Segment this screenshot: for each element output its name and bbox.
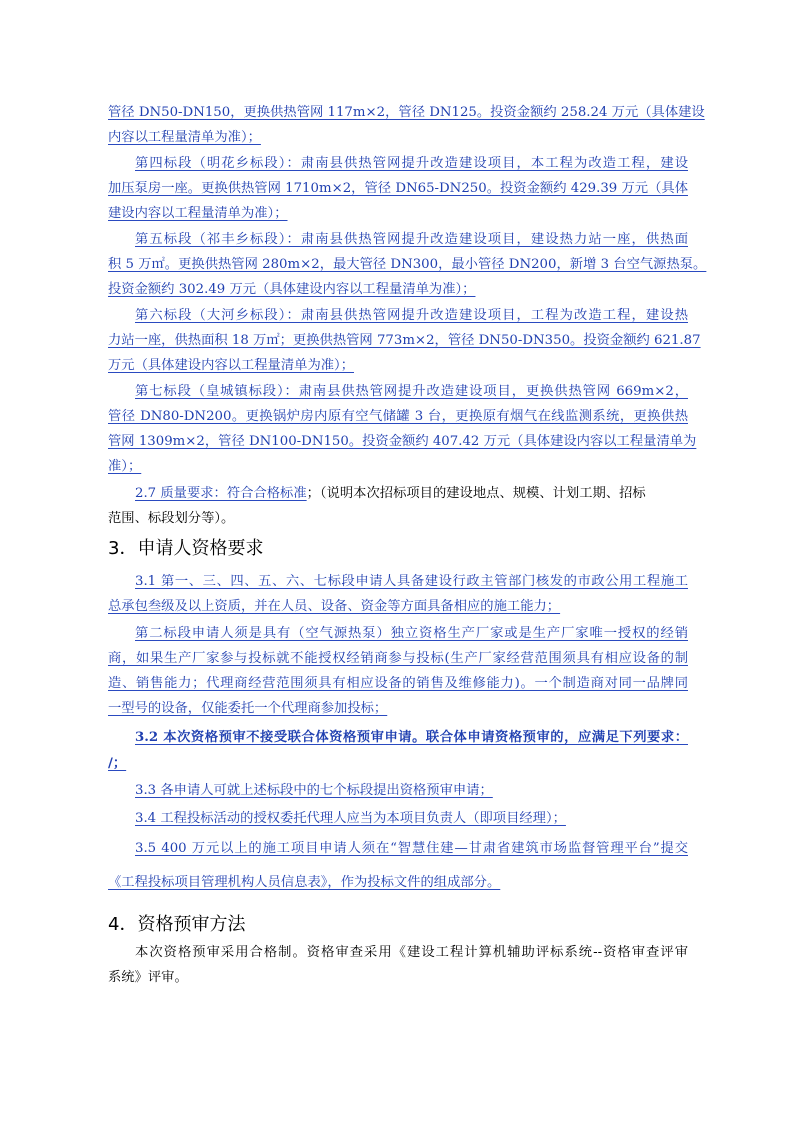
lot4-line-1: 第四标段（明花乡标段）：肃南县供热管网提升改造建设项目，本工程为改造工程，建设 — [135, 156, 688, 171]
quality-requirement-line-2: 范围、标段划分等）。 — [108, 511, 235, 526]
lot3-line-2: 内容以工程量清单为准）； — [108, 130, 261, 145]
lot5-line-3: 投资金额约 302.49 万元（具体建设内容以工程量清单为准）； — [108, 282, 476, 297]
req-3-5-line-1: 3.5 400 万元以上的施工项目申请人须在“智慧住建—甘肃省建筑市场监督管理平台”提交 — [135, 841, 688, 856]
quality-requirement-note: ；（说明本次招标项目的建设地点、规模、计划工期、招标 — [306, 486, 646, 501]
method-line-2: 系统》评审。 — [108, 970, 188, 985]
req-lot2-line-1: 第二标段申请人须是具有（空气源热泵）独立资格生产厂家或是生产厂家唯一授权的经销 — [135, 626, 688, 641]
lot6-line-2: 力站一座，供热面积 18 万㎡；更换供热管网 773m×2，管径 DN50-DN350。投资金额约 621.87 — [108, 333, 701, 348]
lot7-line-2: 管径 DN80-DN200。更换锅炉房内原有空气储罐 3 台，更换原有烟气在线监测系统，更换供热 — [108, 409, 688, 424]
req-3-2-line-2: /； — [108, 756, 127, 771]
req-3-5-line-2: 《工程投标项目管理机构人员信息表》，作为投标文件的组成部分。 — [108, 875, 501, 890]
lot6-line-3: 万元（具体建设内容以工程量清单为准）； — [108, 358, 354, 373]
quality-requirement — [135, 485, 646, 503]
method-line-1: 本次资格预审采用合格制。资格审查采用《建设工程计算机辅助评标系统--资格审查评审 — [135, 945, 688, 960]
section-3-heading: 3．申请人资格要求 — [108, 538, 264, 559]
req-3-1-line-1: 3.1 第一、三、四、五、六、七标段申请人具备建设行政主管部门核发的市政公用工程施工 — [135, 574, 688, 589]
req-3-4: 3.4 工程投标活动的授权委托代理人应当为本项目负责人（即项目经理）； — [135, 811, 566, 826]
section-4-heading: 4．资格预审方法 — [108, 914, 246, 935]
lot7-line-4: 准）； — [108, 459, 142, 474]
lot3-line-1: 管径 DN50-DN150，更换供热管网 117m×2，管径 DN125。投资金额约 258.24 万元（具体建设 — [108, 105, 705, 120]
lot4-line-3: 建设内容以工程量清单为准）； — [108, 206, 288, 221]
req-3-3: 3.3 各申请人可就上述标段中的七个标段提出资格预审申请； — [135, 783, 493, 798]
req-3-1-line-2: 总承包叁级及以上资质，并在人员、设备、资金等方面具备相应的施工能力； — [108, 599, 561, 614]
lot6-line-1: 第六标段（大河乡标段）：肃南县供热管网提升改造建设项目，工程为改造工程，建设热 — [135, 308, 688, 323]
lot7-line-3: 管网 1309m×2，管径 DN100-DN150。投资金额约 407.42 万元（具体建设内容以工程量清单为 — [108, 434, 697, 449]
req-3-2-line-1: 3.2 本次资格预审不接受联合体资格预审申请。联合体申请资格预审的，应满足下列要求： — [135, 730, 688, 745]
quality-requirement-link: 2.7 质量要求：符合合格标准 — [135, 486, 307, 501]
req-lot2-line-3: 造、销售能力；代理商经营范围须具有相应设备的销售及维修能力)。一个制造商对同一品牌同 — [108, 676, 688, 691]
req-lot2-line-2: 商，如果生产厂家参与投标就不能授权经销商参与投标(生产厂家经营范围须具有相应设备的制 — [108, 651, 688, 666]
lot5-line-2: 积 5 万㎡。更换供热管网 280m×2，最大管径 DN300，最小管径 DN200，新增 3 台空气源热泵。 — [108, 257, 707, 272]
lot4-line-2: 加压泵房一座。更换供热管网 1710m×2，管径 DN65-DN250。投资金额约 429.39 万元（具体 — [108, 181, 688, 196]
lot5-line-1: 第五标段（祁丰乡标段）：肃南县供热管网提升改造建设项目，建设热力站一座，供热面 — [135, 232, 688, 247]
req-lot2-line-4: 一型号的设备，仅能委托一个代理商参加投标； — [108, 701, 388, 716]
lot7-line-1: 第七标段（皇城镇标段）：肃南县供热管网提升改造建设项目，更换供热管网 669m×2， — [135, 384, 688, 399]
